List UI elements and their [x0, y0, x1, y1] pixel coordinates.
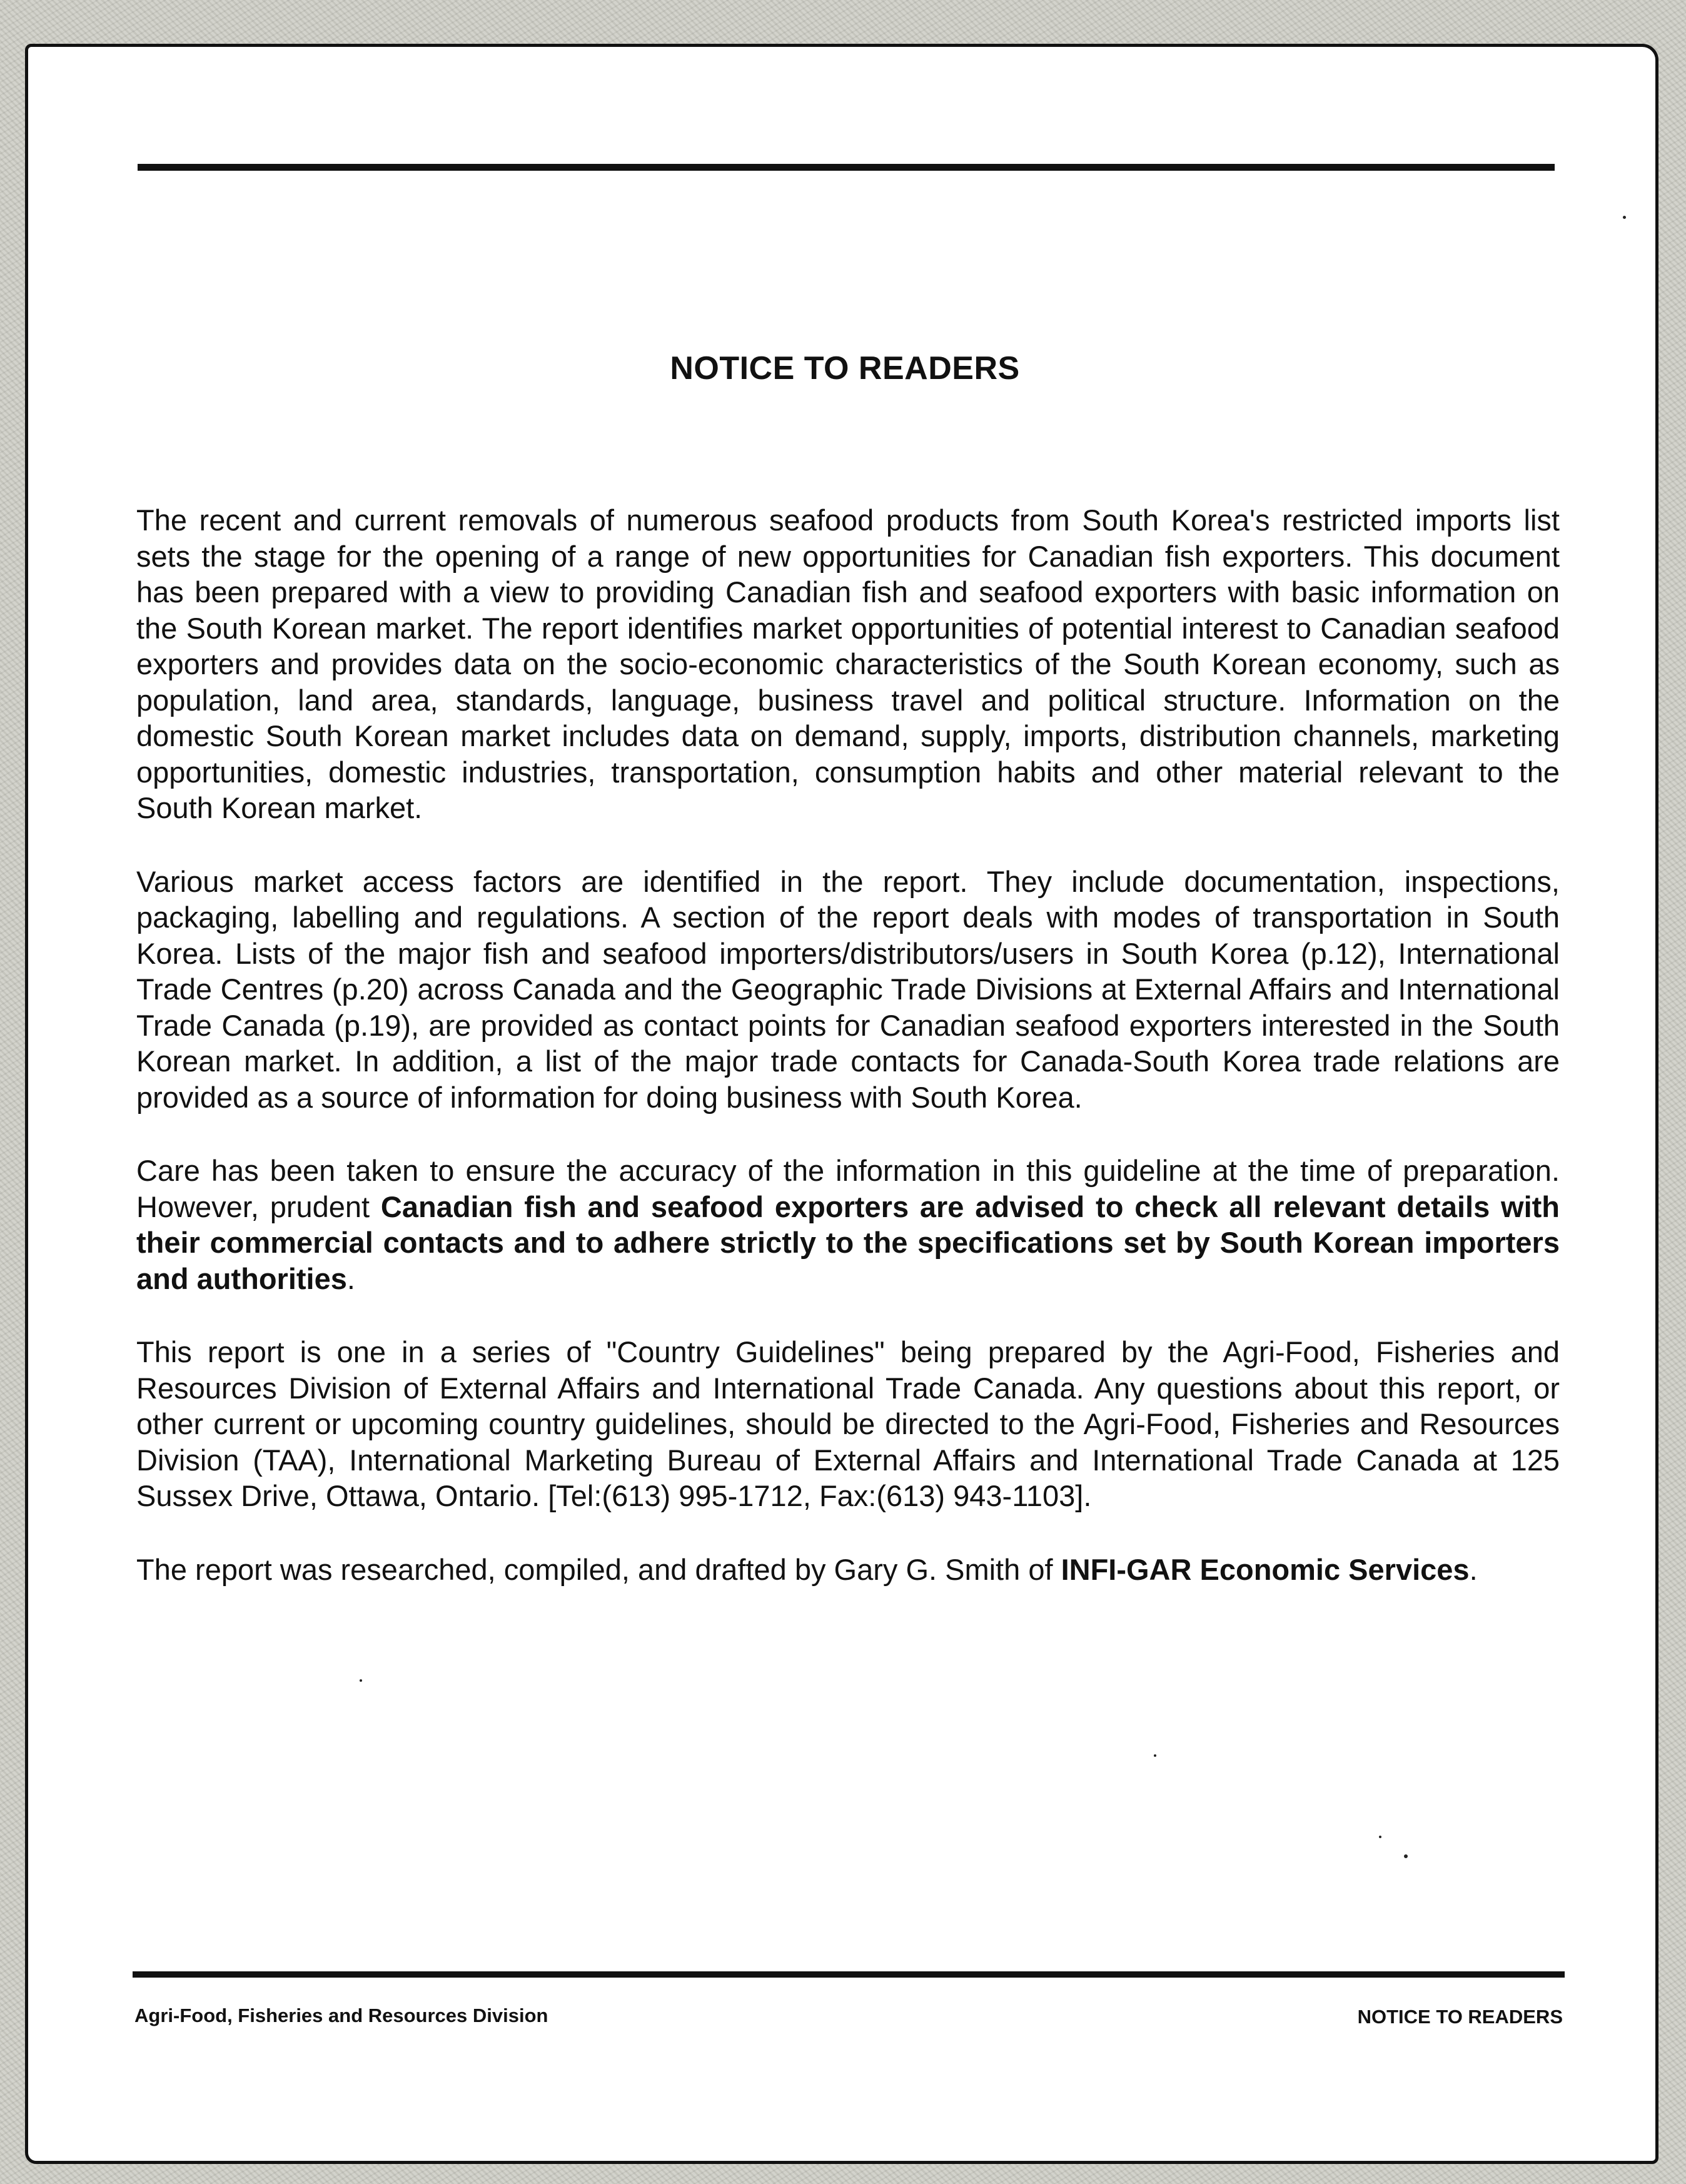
paragraph-author-text: The report was researched, compiled, and drafted by Gary G. Smith of	[136, 1552, 1061, 1586]
scan-speck	[1379, 1836, 1381, 1838]
paragraph-care-text: Care has been taken to ensure the accuracy of the information in this guideline at the time of preparation. However, prudent	[136, 1154, 1560, 1223]
paragraph-author	[136, 1552, 1560, 1588]
scan-speck	[1404, 1854, 1408, 1858]
scan-speck	[360, 1679, 362, 1682]
paragraph-market-access: Various market access factors are identified in the report. They include documentation, inspections, packaging, labelling and regulations. A section of the report deals with modes of transportation in South Korea. Lists of the major fish and seafood importers/distributors/users in South Korea (p.12), International Trade Centres (p.20) across Canada and the Geographic Trade Divisions at External Affairs and International Trade Canada (p.19), are provided as contact points for Canadian seafood exporters interested in the South Korean market. In addition, a list of the major trade contacts for Canada-South Korea trade relations are provided as a source of information for doing business with South Korea.	[136, 864, 1560, 1114]
paragraph-series: This report is one in a series of "Country Guidelines" being prepared by the Agri-Food, Fisheries and Resources Division of External Affairs and International Trade Canada. Any questions about this report, or other current or upcoming country guidelines, should be directed to the Agri-Food, Fisheries and Resources Division (TAA), International Marketing Bureau of External Affairs and International Trade Canada at 125 Sussex Drive, Ottawa, Ontario. [Tel:(613) 995-1712, Fax:(613) 943-1103].	[136, 1335, 1560, 1512]
scan-speck	[1154, 1754, 1156, 1757]
paragraph-care	[136, 1153, 1560, 1297]
page-title: NOTICE TO READERS	[670, 350, 1020, 387]
paragraph-care-end: .	[346, 1261, 355, 1295]
body-text	[136, 502, 1560, 1625]
footer-division: Agri-Food, Fisheries and Resources Division	[134, 2005, 548, 2026]
header-rule	[138, 164, 1555, 171]
document-page	[25, 44, 1658, 2164]
paragraph-care-advisory: Canadian fish and seafood exporters are advised to check all relevant details with their commercial contacts and to adhere strictly to the specifications set by South Korean importers and authorities	[136, 1190, 1560, 1295]
footer-rule	[133, 1971, 1565, 1978]
paragraph-author-end: .	[1469, 1552, 1478, 1586]
scan-speck	[1623, 216, 1626, 219]
author-company: INFI-GAR Economic Services	[1061, 1552, 1470, 1586]
paragraph-intro: The recent and current removals of numerous seafood products from South Korea's restricted imports list sets the stage for the opening of a range of new opportunities for Canadian fish exporters. This document has been prepared with a view to providing Canadian fish and seafood exporters with basic information on the South Korean market. The report identifies market opportunities of potential interest to Canadian seafood exporters and provides data on the socio-economic characteristics of the South Korean economy, such as population, land area, standards, language, business travel and political structure. Information on the domestic South Korean market includes data on demand, supply, imports, distribution channels, marketing opportunities, domestic industries, transportation, consumption habits and other material relevant to the South Korean market.	[136, 503, 1560, 824]
footer-section-title: NOTICE TO READERS	[1357, 2006, 1563, 2028]
